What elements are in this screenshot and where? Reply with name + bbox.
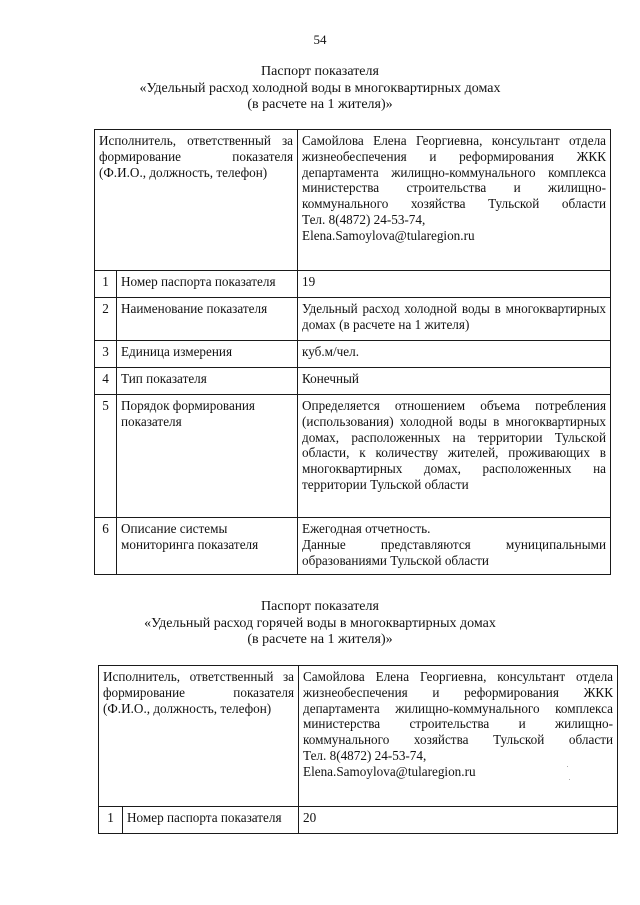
table-row	[95, 395, 611, 518]
row-number: 1	[95, 271, 117, 298]
row-value: Определяется отношением объема потребления (использования) холодной воды в многоквартирных домах, расположенных на территории Тульской области, к количеству жителей, проживающих в многоквартирных домах, расположенных на территории Тульской области	[298, 395, 611, 518]
passport-1-table	[94, 129, 611, 575]
scan-speck	[567, 766, 568, 767]
row-label: Порядок формирования показателя	[117, 395, 298, 518]
row-value: Ежегодная отчетность.	[302, 521, 431, 536]
passport-2-heading	[0, 599, 640, 649]
row-value-2: Данные представляются муниципальными образованиями Тульской области	[302, 536, 607, 568]
row-label: Номер паспорта показателя	[117, 271, 298, 298]
row-label: Описание системы мониторинга показателя	[117, 518, 298, 575]
row-number: 1	[99, 807, 123, 834]
executor-label: Исполнитель, ответственный за формирование показателя (Ф.И.О., должность, телефон)	[99, 666, 299, 807]
row-value: 20	[299, 807, 618, 834]
row-number: 2	[95, 298, 117, 341]
table-row	[95, 368, 611, 395]
row-number: 6	[95, 518, 117, 575]
scan-speck	[569, 779, 570, 780]
row-label: Единица измерения	[117, 341, 298, 368]
executor-phone: Тел. 8(4872) 24-53-74,	[302, 211, 426, 227]
executor-phone: Тел. 8(4872) 24-53-74,	[303, 747, 427, 763]
executor-email: Elena.Samoylova@tularegion.ru	[302, 227, 475, 243]
executor-row	[95, 130, 611, 271]
executor-row	[99, 666, 618, 807]
row-label: Номер паспорта показателя	[123, 807, 299, 834]
row-label: Наименование показателя	[117, 298, 298, 341]
page-number: 54	[313, 32, 327, 47]
passport-subtitle-2: (в расчете на 1 жителя)»	[247, 632, 393, 647]
row-label: Тип показателя	[117, 368, 298, 395]
table-row	[95, 518, 611, 575]
row-number: 5	[95, 395, 117, 518]
table-row	[95, 271, 611, 298]
executor-cell	[299, 666, 618, 807]
executor-cell	[298, 130, 611, 271]
passport-2-table	[98, 665, 618, 834]
passport-subtitle: «Удельный расход горячей воды в многоквартирных домах	[144, 615, 496, 631]
table-row	[99, 807, 618, 834]
passport-title: Паспорт показателя	[261, 64, 379, 79]
row-value: 19	[298, 271, 611, 298]
passport-title: Паспорт показателя	[261, 599, 379, 614]
row-number: 4	[95, 368, 117, 395]
executor-value: Самойлова Елена Георгиевна, консультант отдела жизнеобеспечения и реформирования ЖКК департамента жилищно-коммунального комплекса министерства строительства и жилищно-коммунального хозяйства Тульской области	[303, 669, 614, 748]
row-value-cell	[298, 518, 611, 575]
row-value: Удельный расход холодной воды в многоквартирных домах (в расчете на 1 жителя)	[298, 298, 611, 341]
executor-email: Elena.Samoylova@tularegion.ru	[303, 763, 476, 779]
row-number: 3	[95, 341, 117, 368]
executor-label: Исполнитель, ответственный за формирование показателя (Ф.И.О., должность, телефон)	[95, 130, 298, 271]
row-value: куб.м/чел.	[298, 341, 611, 368]
table-row	[95, 298, 611, 341]
passport-subtitle-2: (в расчете на 1 жителя)»	[247, 97, 393, 112]
table-row	[95, 341, 611, 368]
passport-1-heading	[0, 64, 640, 114]
row-value: Конечный	[298, 368, 611, 395]
executor-value: Самойлова Елена Георгиевна, консультант отдела жизнеобеспечения и реформирования ЖКК департамента жилищно-коммунального комплекса министерства строительства и жилищно-коммунального хозяйства Тульской области	[302, 133, 607, 212]
passport-subtitle: «Удельный расход холодной воды в многоквартирных домах	[139, 80, 501, 96]
